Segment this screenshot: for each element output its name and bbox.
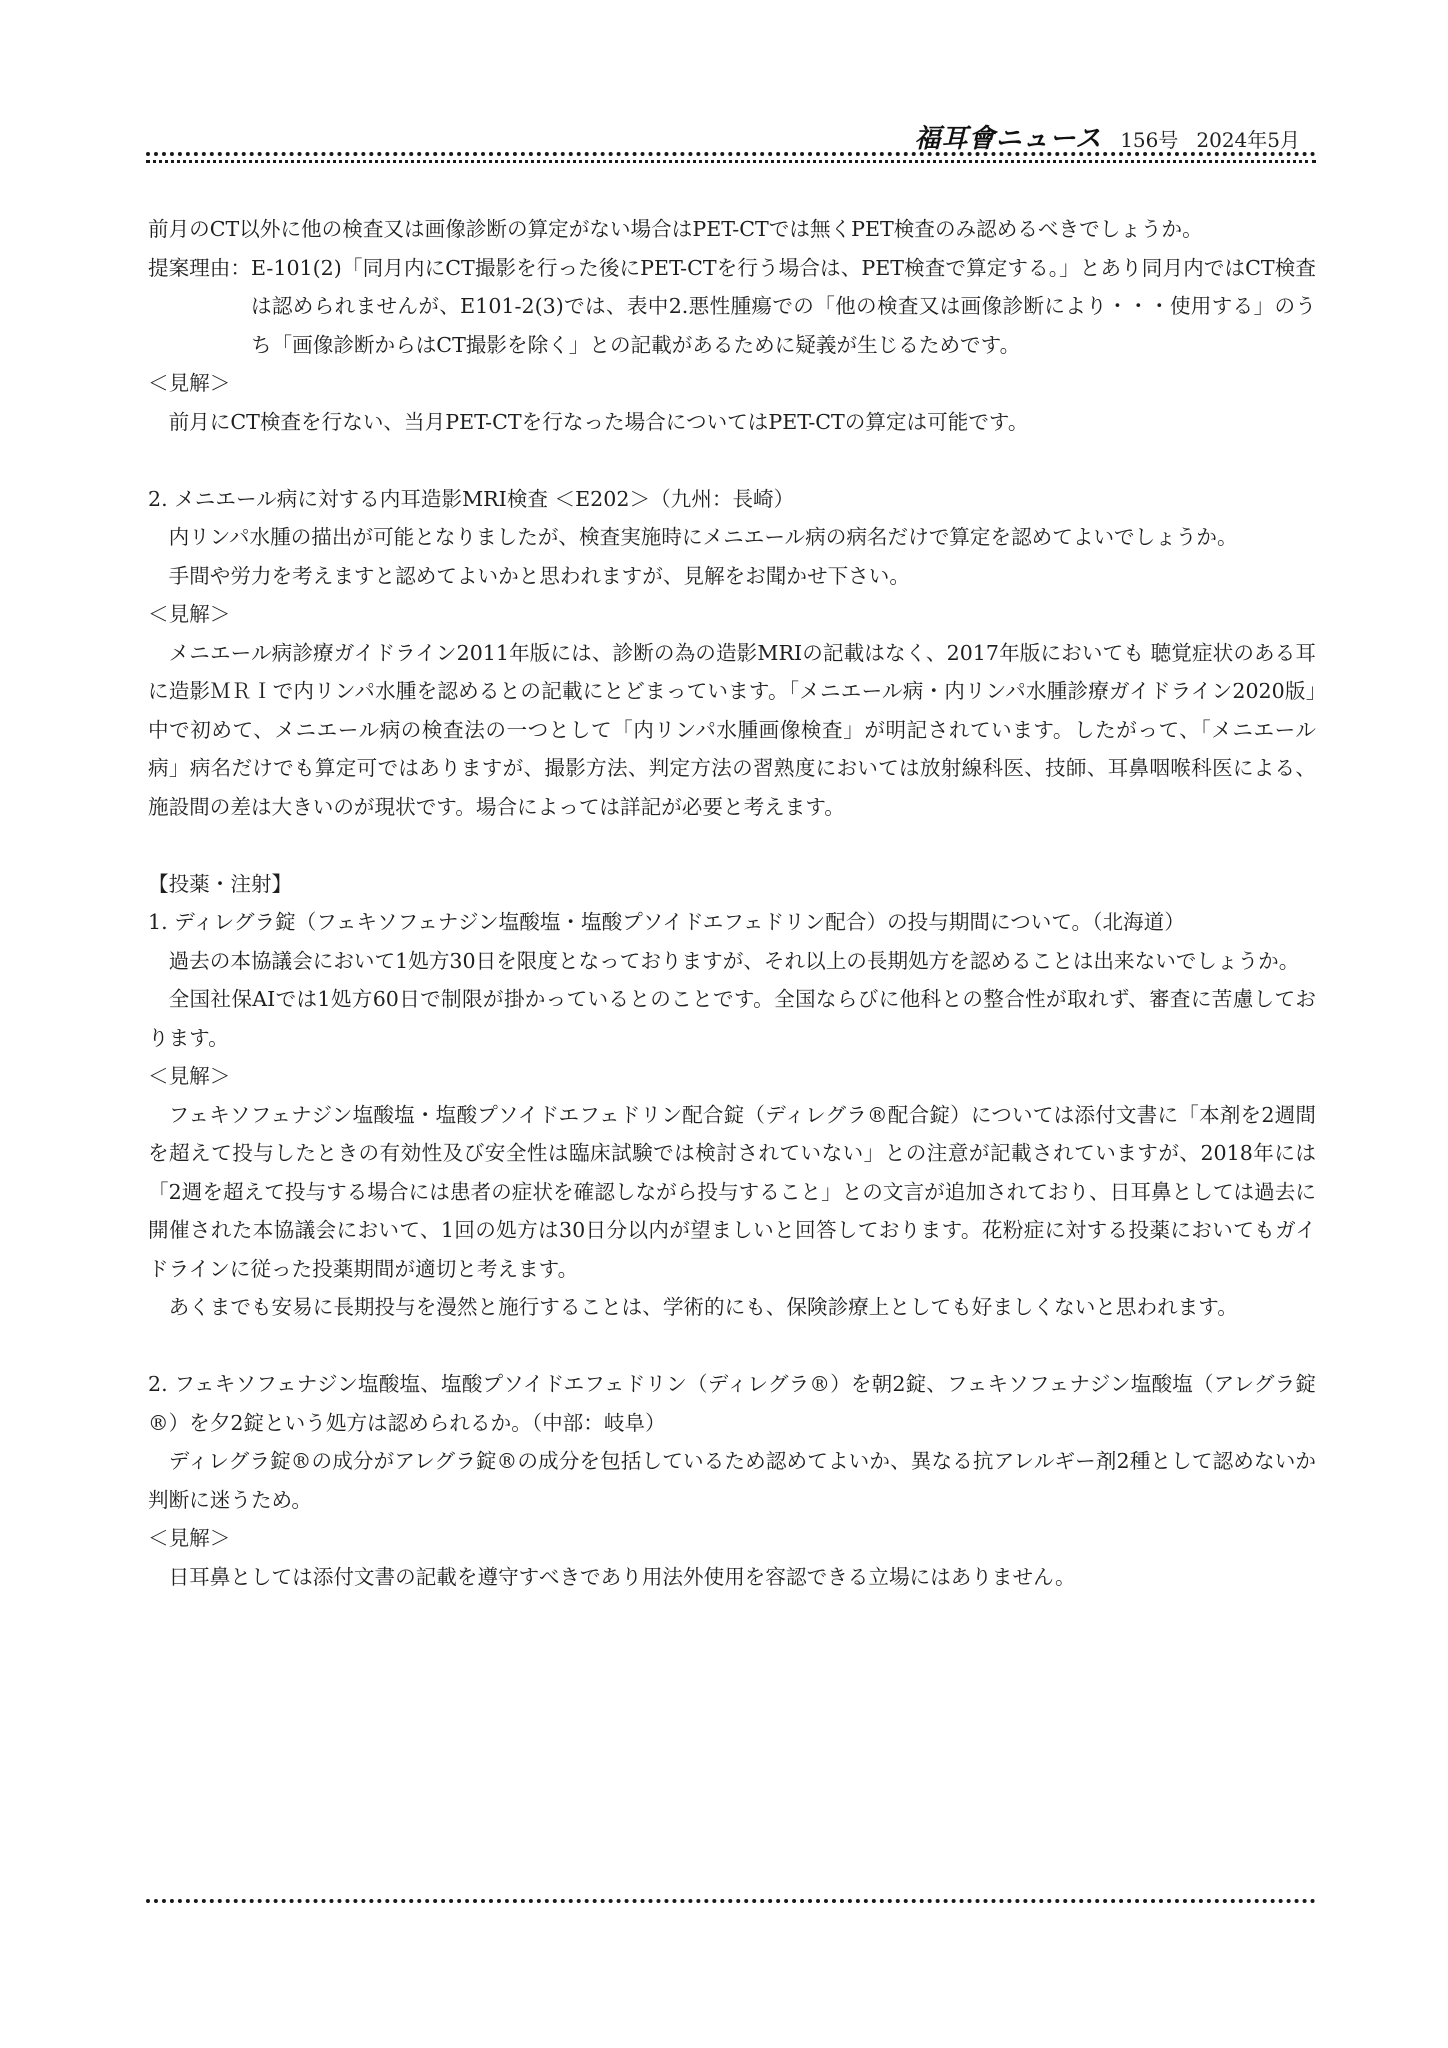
issue-date: 2024年5月 [1196,128,1300,152]
reason-label: 提案理由： [148,255,251,280]
proposal-reason [148,249,1316,365]
view-label: ＜見解＞ [148,1064,231,1088]
view-label: ＜見解＞ [148,371,231,395]
answer-text: 日耳鼻としては添付文書の記載を遵守すべきであり用法外使用を容認できる立場にはありません。 [168,1564,1076,1589]
issue-number: 156号 [1120,128,1179,152]
item-title: 2. フェキソフェナジン塩酸塩、塩酸プソイドエフェドリン（ディレグラ®）を朝2錠、フェキソフェナジン塩酸塩（アレグラ錠®）を夕2錠という処方は認められるか。（中部：岐阜） [148,1372,1316,1435]
answer-text: 前月にCT検査を行ない、当月PET-CTを行なった場合についてはPET-CTの算定は可能です。 [168,409,1029,434]
newsletter-logo: 福耳會ニュース [914,124,1103,154]
article-body [148,210,1316,1596]
answer-text: あくまでも安易に長期投与を漫然と施行することは、学術的にも、保険診療上としても好ましくないと思われます。 [168,1295,1238,1319]
spacer [148,826,1316,865]
header-divider-secondary [146,160,1316,163]
question-text: 前月のCT以外に他の検査又は画像診断の算定がない場合はPET-CTでは無くPET検査のみ認めるべきでしょうか。 [148,217,1203,241]
question-text: 過去の本協議会において1処方30日を限度となっておりますが、それ以上の長期処方を認めることは出来ないでしょうか。 [168,948,1300,973]
item-title: 1. ディレグラ錠（フェキソフェナジン塩酸塩・塩酸プソイドエフェドリン配合）の投与期間について。（北海道） [148,910,1185,934]
answer-text: フェキソフェナジン塩酸塩・塩酸プソイドエフェドリン配合錠（ディレグラ®配合錠）については添付文書に「本剤を2週間を超えて投与したときの有効性及び安全性は臨床試験では検討されていない」との注意が記載されていますが、2018年には「2週を超えて投与する場合には患者の症状を確認しながら投与すること」との文言が追加されており、日耳鼻としては過去に開催された本協議会において、1回の処方は30日分以内が望ましいと回答しております。花粉症に対する投薬においてもガイドラインに従った投薬期間が適切と考えます。 [148,1102,1316,1281]
footer-divider [146,1899,1316,1903]
view-label: ＜見解＞ [148,1526,231,1550]
item-title: 2. メニエール病に対する内耳造影MRI検査 ＜E202＞（九州：長崎） [148,486,795,511]
reason-text: E-101(2)「同月内にCT撮影を行った後にPET-CTを行う場合は、PET検査で算定する。」とあり同月内ではCT検査は認められませんが、E101-2(3)では、表中2.悪性腫瘍での「他の検査又は画像診断により・・・使用する」のうち「画像診断からはCT撮影を除く」との記載があるために疑義が生じるためです。 [250,255,1316,357]
spacer [148,1327,1316,1366]
view-label: ＜見解＞ [148,602,231,626]
spacer [148,441,1316,480]
page-header [914,118,1300,155]
question-text: ディレグラ錠®の成分がアレグラ錠®の成分を包括しているため認めてよいか、異なる抗アレルギー剤2種として認めないか判断に迷うため。 [148,1449,1316,1512]
question-text: 手間や労力を考えますと認めてよいかと思われますが、見解をお聞かせ下さい。 [168,563,910,588]
question-text: 全国社保AIでは1処方60日で制限が掛かっているとのことです。全国ならびに他科との整合性が取れず、審査に苦慮しております。 [148,987,1316,1050]
question-text: 内リンパ水腫の描出が可能となりましたが、検査実施時にメニエール病の病名だけで算定を認めてよいでしょうか。 [168,525,1238,549]
header-divider [146,152,1316,156]
answer-text: メニエール病診療ガイドライン2011年版には、診断の為の造影MRIの記載はなく、2017年版においても 聴覚症状のある耳に造影ＭＲＩで内リンパ水腫を認めるとの記載にとどまっています。「メニエール病・内リンパ水腫診療ガイドライン2020版」中で初めて、メニエール病の検査法の一つとして「内リンパ水腫画像検査」が明記されています。したがって、「メニエール病」病名だけでも算定可ではありますが、撮影方法、判定方法の習熟度においては放射線科医、技師、耳鼻咽喉科医による、施設間の差は大きいのが現状です。場合によっては詳記が必要と考えます。 [148,640,1316,819]
category-heading: 【投薬・注射】 [148,871,293,896]
